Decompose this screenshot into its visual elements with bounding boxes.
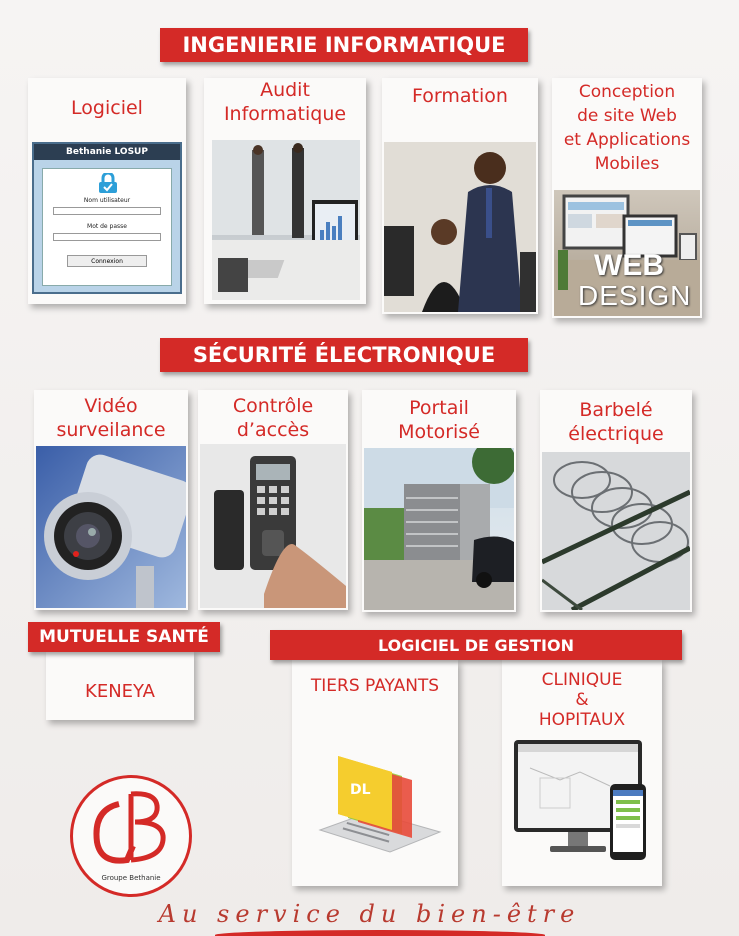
audit-office-image <box>212 140 360 300</box>
card-video-title: Vidéo surveilance <box>56 395 166 441</box>
card-conception-web <box>552 78 702 318</box>
access-control-image <box>200 444 346 608</box>
card-conception-web-title: Conception de site Web et Applications Mobiles <box>563 82 691 174</box>
logo-caption: Groupe Bethanie <box>101 874 161 882</box>
card-controle-acces <box>198 390 348 610</box>
username-field <box>53 207 161 215</box>
username-label: Nom utilisateur <box>83 197 131 204</box>
card-audit <box>204 78 366 304</box>
camera-image <box>36 446 186 608</box>
groupe-bethanie-logo <box>70 775 192 897</box>
svg-text:DL: DL <box>350 782 371 798</box>
section-banner-ingenierie: INGENIERIE INFORMATIQUE <box>160 28 528 62</box>
section-banner-mutuelle: MUTUELLE SANTÉ <box>28 622 220 652</box>
bottom-accent-bar <box>215 930 545 936</box>
card-clinique-hopitaux <box>502 660 662 886</box>
card-portail-title: Portail Motorisé <box>398 397 480 443</box>
card-tiers-payants-title: TIERS PAYANTS <box>310 676 440 696</box>
card-controle-title: Contrôle d’accès <box>232 395 314 441</box>
card-video-surveillance <box>34 390 188 610</box>
card-keneya <box>46 650 194 720</box>
card-keneya-title: KENEYA <box>85 681 155 702</box>
password-label: Mot de passe <box>87 223 127 230</box>
card-barbele-electrique <box>540 390 692 612</box>
section-banner-gestion: LOGICIEL DE GESTION <box>270 630 682 660</box>
design-text: DESIGN <box>578 280 692 311</box>
card-clinique-title: CLINIQUE & HOPITAUX <box>538 670 626 730</box>
login-panel <box>42 168 172 286</box>
card-barbele-title: Barbelé électrique <box>568 399 664 445</box>
login-screen-image <box>32 142 182 294</box>
laptop-cards-image <box>310 748 444 858</box>
lock-icon <box>97 173 119 193</box>
tagline: Au service du bien-être <box>158 900 581 928</box>
web-design-image <box>554 190 700 316</box>
section-banner-securite: SÉCURITÉ ÉLECTRONIQUE <box>160 338 528 372</box>
card-audit-title: Audit Informatique <box>223 79 347 125</box>
card-formation-title: Formation <box>412 85 508 107</box>
card-portail-motorise <box>362 390 516 612</box>
devices-image <box>510 738 658 884</box>
formation-image <box>384 142 536 312</box>
card-logiciel-title: Logiciel <box>71 97 143 119</box>
gate-image <box>364 448 514 610</box>
barbed-wire-image <box>542 452 690 610</box>
web-text: WEB <box>594 249 664 282</box>
card-tiers-payants <box>292 660 458 886</box>
card-formation <box>382 78 538 314</box>
password-field <box>53 233 161 241</box>
connexion-button: Connexion <box>67 255 147 267</box>
login-screen-title: Bethanie LOSUP <box>34 144 180 160</box>
